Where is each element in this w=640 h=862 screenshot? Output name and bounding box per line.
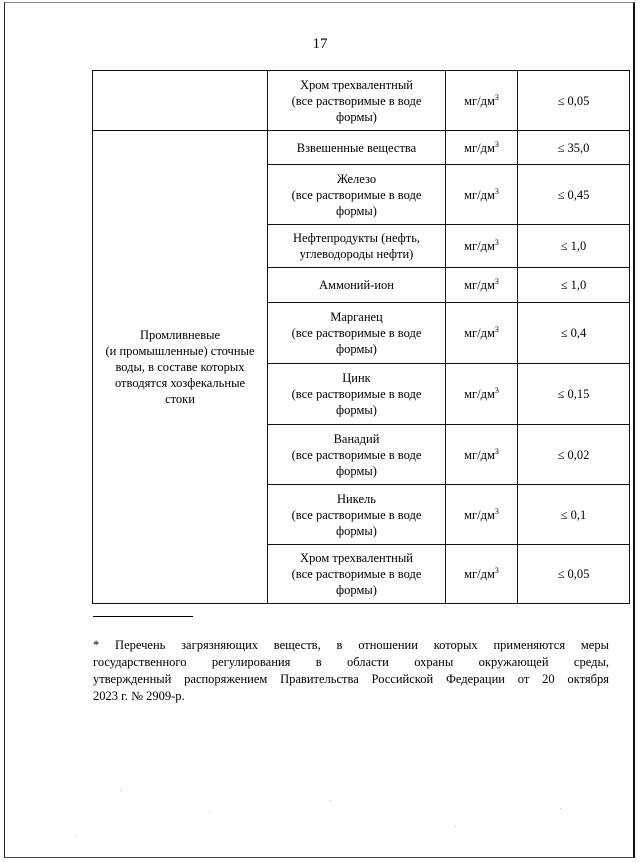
unit-exponent: 3 [494, 92, 499, 102]
unit-exponent: 3 [494, 186, 499, 196]
empty-group-cell [93, 71, 268, 131]
footnote-line: 2023 г. № 2909-р. [93, 689, 185, 703]
footnote [93, 637, 609, 705]
unit-exponent: 3 [494, 139, 499, 149]
unit-cell [446, 303, 518, 364]
unit-exponent: 3 [494, 446, 499, 456]
wastewater-group-cell: Промливневые (и промышленные) сточные воды, в составе которых отводятся хозфекальные стоки [93, 131, 268, 604]
unit-base: мг/дм [464, 187, 495, 202]
unit-base: мг/дм [464, 140, 495, 155]
unit-cell [446, 485, 518, 545]
unit-base: мг/дм [464, 239, 495, 253]
unit-exponent: 3 [494, 386, 499, 395]
unit-cell [446, 165, 518, 225]
substance-cell: Железо (все растворимые в воде формы) [268, 165, 446, 225]
unit-base: мг/дм [464, 507, 495, 522]
unit-cell [446, 425, 518, 485]
scan-speck [560, 808, 561, 809]
unit-cell [446, 364, 518, 425]
limit-cell: ≤ 0,05 [518, 545, 630, 604]
footnote-separator [93, 616, 193, 617]
page-number: 17 [312, 36, 328, 52]
unit-base: мг/дм [464, 326, 495, 340]
limit-cell: ≤ 0,4 [518, 303, 630, 364]
limit-cell: ≤ 0,1 [518, 485, 630, 545]
unit-base: мг/дм [464, 447, 495, 462]
unit-cell [446, 268, 518, 303]
substance-cell: Цинк (все растворимые в воде формы) [268, 364, 446, 425]
unit-base: мг/дм [464, 93, 495, 108]
unit-exponent: 3 [494, 566, 499, 575]
unit-cell [446, 545, 518, 604]
unit-exponent: 3 [494, 325, 499, 334]
pollutant-limits-table [92, 70, 630, 604]
unit-exponent: 3 [494, 238, 499, 247]
footnote-line: государственного регулирования в области охраны окружающей среды, [93, 655, 609, 669]
limit-cell: ≤ 35,0 [518, 131, 630, 165]
unit-exponent: 3 [494, 277, 499, 286]
limit-cell: ≤ 1,0 [518, 268, 630, 303]
unit-base: мг/дм [464, 567, 495, 581]
limit-cell: ≤ 0,05 [518, 71, 630, 131]
scan-speck [120, 790, 121, 791]
footnote-line: * Перечень загрязняющих веществ, в отношении которых применяются меры [93, 638, 609, 652]
substance-cell: Аммоний-ион [268, 268, 446, 303]
unit-base: мг/дм [464, 387, 495, 401]
table-row [93, 71, 630, 131]
scan-speck [210, 812, 211, 813]
limit-cell: ≤ 0,15 [518, 364, 630, 425]
scan-speck [455, 826, 456, 827]
scan-speck [330, 800, 331, 801]
limit-cell: ≤ 1,0 [518, 225, 630, 268]
limit-cell: ≤ 0,45 [518, 165, 630, 225]
substance-cell: Нефтепродукты (нефть, углеводороды нефти) [268, 225, 446, 268]
unit-cell [446, 225, 518, 268]
scan-speck [75, 835, 76, 836]
substance-cell: Марганец (все растворимые в воде формы) [268, 303, 446, 364]
unit-cell [446, 131, 518, 165]
unit-base: мг/дм [464, 278, 495, 292]
substance-cell: Хром трехвалентный (все растворимые в воде формы) [268, 545, 446, 604]
footnote-line: утвержденный распоряжением Правительства Российской Федерации от 20 октября [93, 672, 609, 686]
substance-cell: Хром трехвалентный (все растворимые в воде формы) [268, 71, 446, 131]
unit-exponent: 3 [494, 506, 499, 516]
limit-cell: ≤ 0,02 [518, 425, 630, 485]
unit-cell [446, 71, 518, 131]
substance-cell: Никель (все растворимые в воде формы) [268, 485, 446, 545]
table-row [93, 131, 630, 165]
substance-cell: Взвешенные вещества [268, 131, 446, 165]
substance-cell: Ванадий (все растворимые в воде формы) [268, 425, 446, 485]
